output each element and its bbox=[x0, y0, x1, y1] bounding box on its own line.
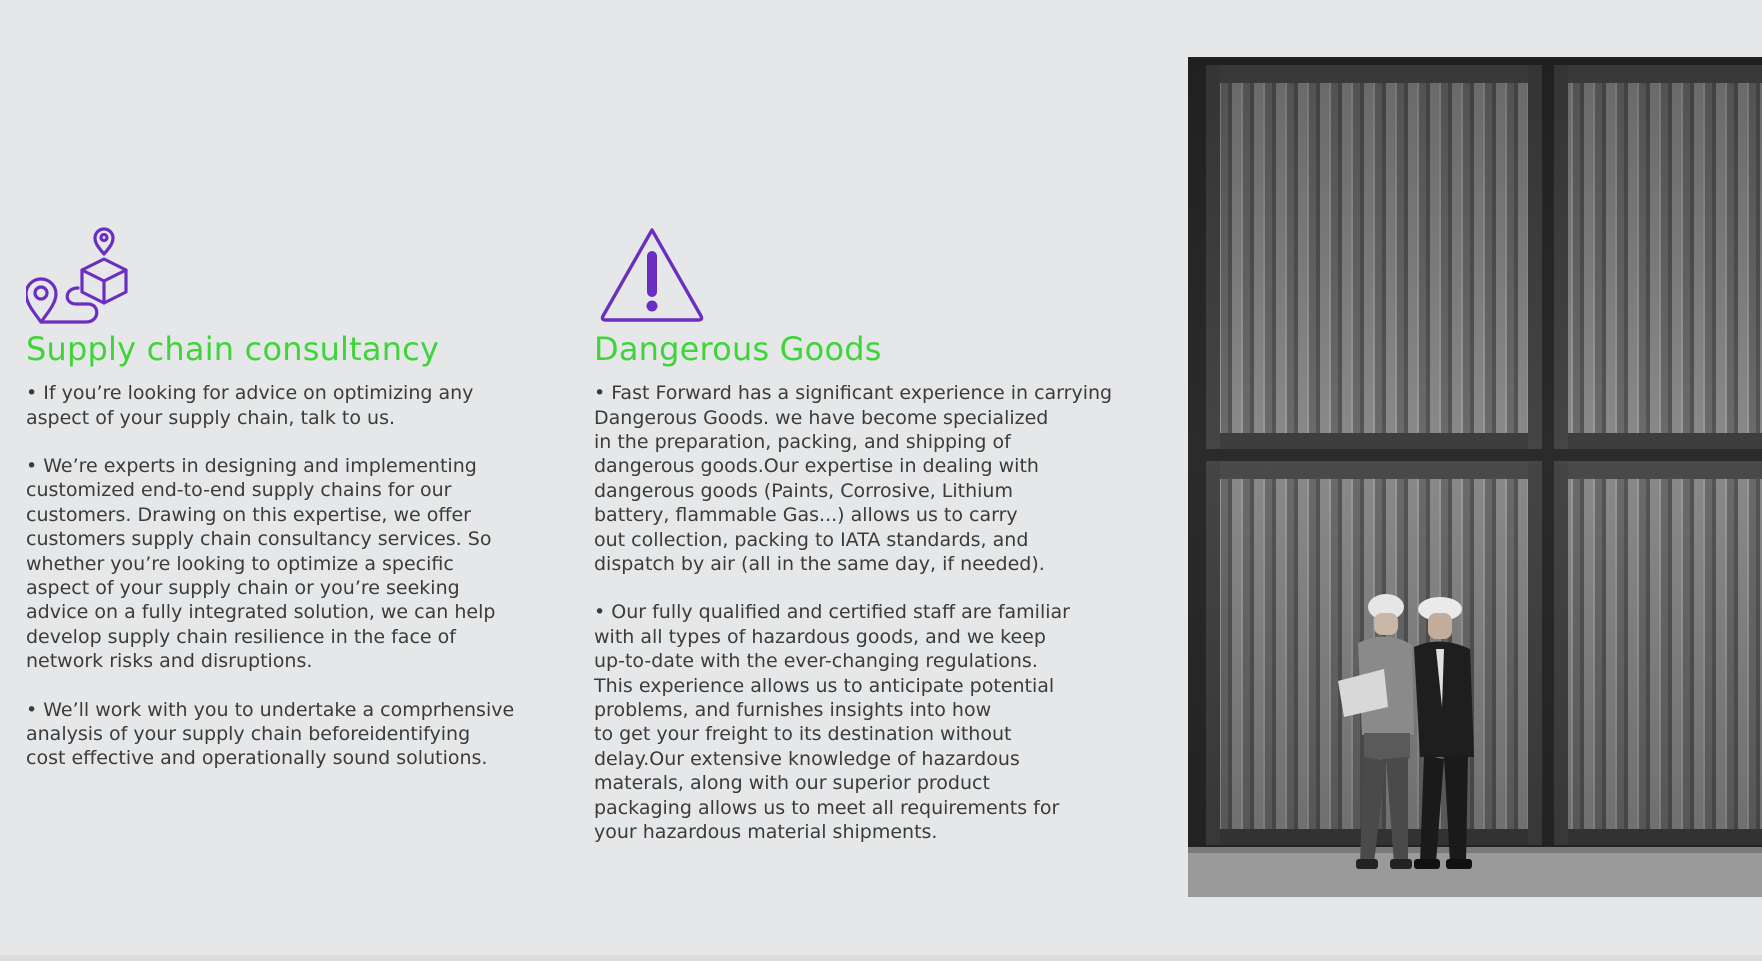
dangerous-goods-paragraph-1: • Fast Forward has a significant experience in carrying Dangerous Goods. we have become specialized in the preparation, packing, and shipping of dangerous goods.Our expertise in dealing with dangerous goods (Paints, Corrosive, Lithium battery, flammable Gas...) allows us to carry out collection, packing to IATA standards, and dispatch by air (all in the same day, if needed). bbox=[594, 382, 1113, 576]
shipping-containers-workers-photo bbox=[1188, 57, 1762, 897]
bottom-band bbox=[0, 955, 1762, 961]
dangerous-goods-section bbox=[594, 226, 1154, 845]
supply-chain-paragraph-2: • We’re experts in designing and implementing customized end-to-end supply chains for our customers. Drawing on this expertise, we offer customers supply chain consultancy services. So whether you’re looking to optimize a specific aspect of your supply chain or you’re seeking advice on a fully integrated solution, we can help develop supply chain resilience in the face of network risks and disruptions. bbox=[26, 455, 496, 673]
supply-chain-paragraph-3: • We’ll work with you to undertake a comprhensive analysis of your supply chain beforeidentifying cost effective and operationally sound solutions. bbox=[26, 698, 515, 770]
dangerous-goods-title: Dangerous Goods bbox=[594, 330, 882, 368]
supply-chain-title: Supply chain consultancy bbox=[26, 330, 440, 368]
supply-chain-paragraph-1: • If you’re looking for advice on optimizing any aspect of your supply chain, talk to us. bbox=[26, 382, 474, 429]
supply-route-box-icon bbox=[26, 226, 546, 324]
dangerous-goods-paragraph-2: • Our fully qualified and certified staff are familiar with all types of hazardous goods, and we keep up-to-date with the ever-changing regulations. This experience allows us to anticipate potential problems, and furnishes insights into how to get your freight to its destination without delay.Our extensive knowledge of hazardous materals, along with our superior product packaging allows us to meet all requirements for your hazardous material shipments. bbox=[594, 601, 1070, 844]
warning-triangle-icon bbox=[594, 226, 1154, 324]
supply-chain-section bbox=[26, 226, 546, 771]
